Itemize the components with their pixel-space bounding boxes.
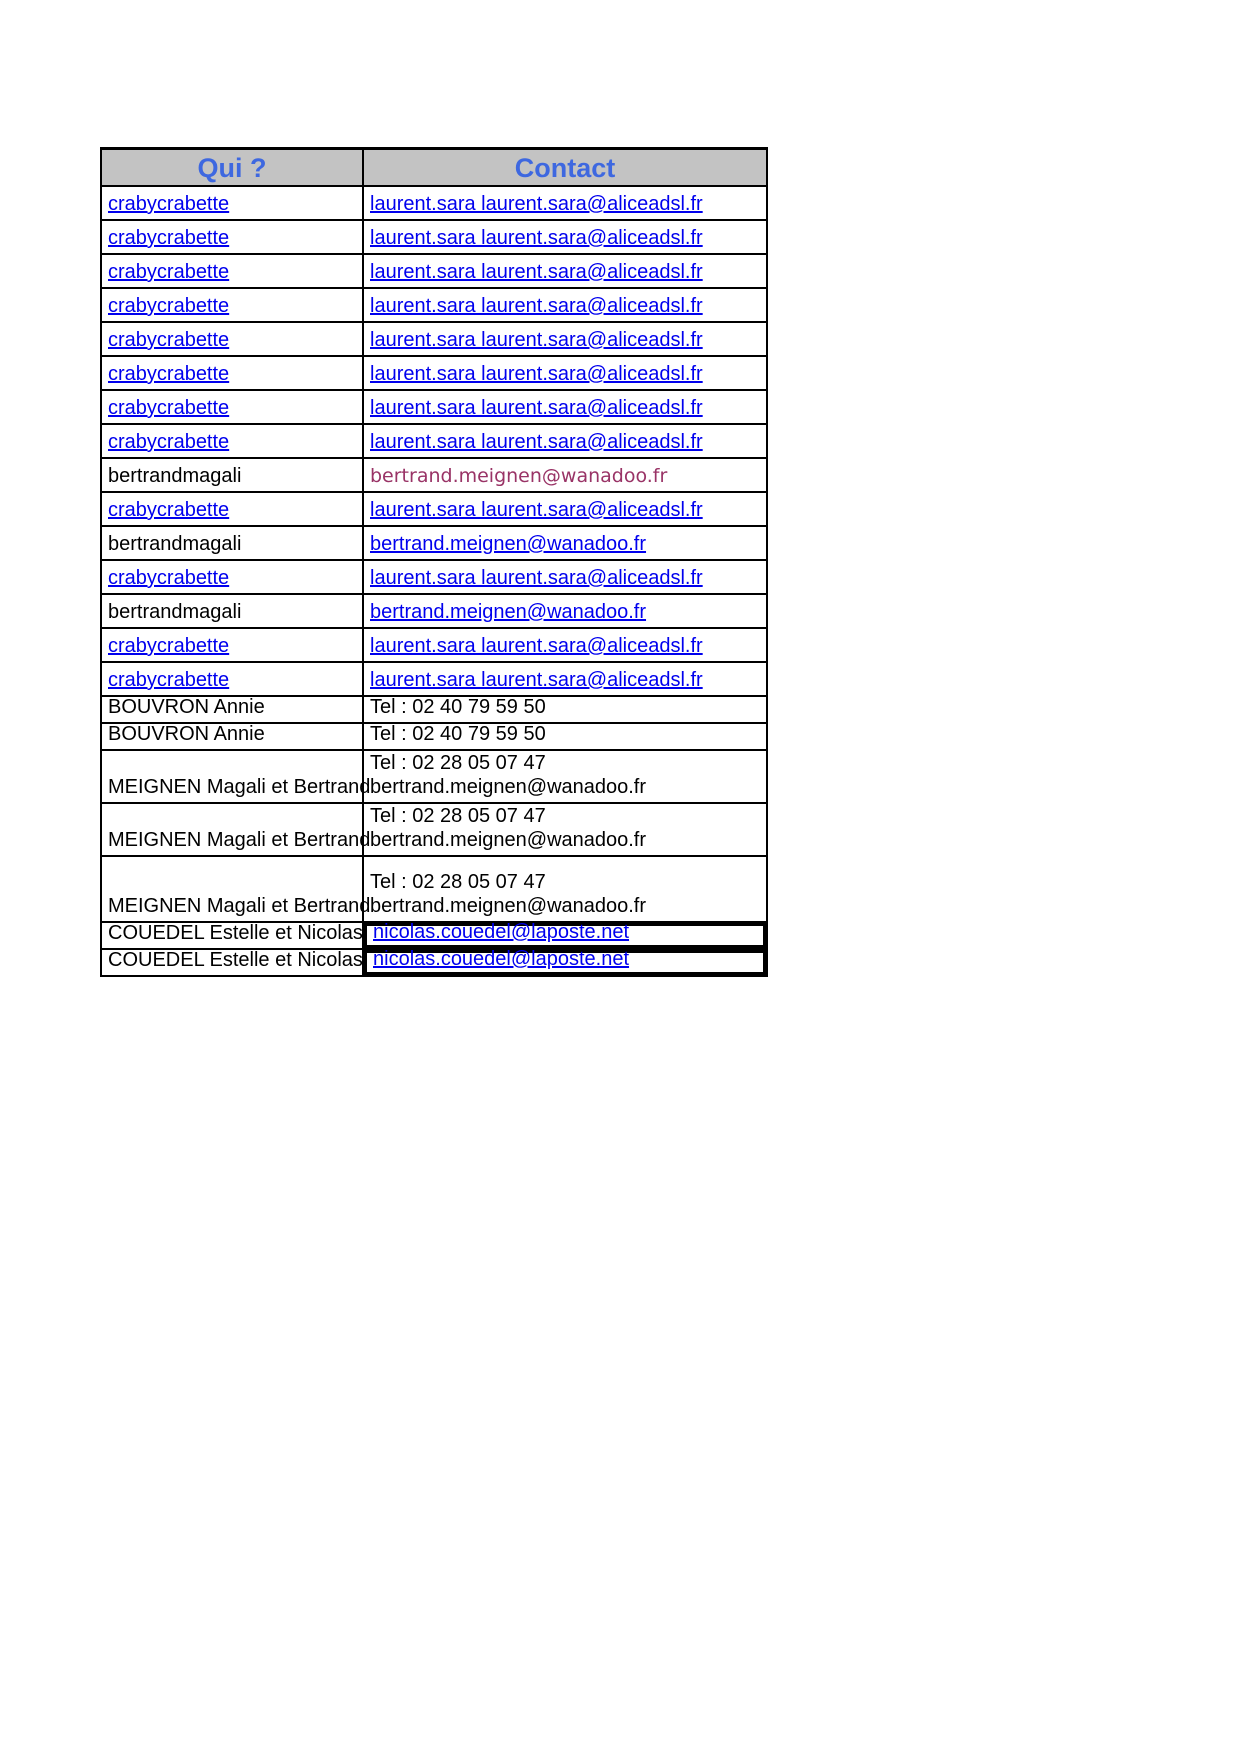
who-cell [102, 459, 364, 491]
contact-cell [364, 255, 766, 287]
table-row [102, 948, 766, 975]
who-link[interactable]: crabycrabette [108, 397, 230, 419]
who-cell [102, 595, 364, 627]
table-row [102, 855, 766, 921]
who-cell [102, 221, 364, 253]
contact-cell [364, 561, 766, 593]
contact-cell [364, 724, 766, 749]
contact-link[interactable]: bertrand.meignen@wanadoo.fr [370, 533, 647, 555]
table-row [102, 457, 766, 491]
who-text: BOUVRON Annie [108, 696, 265, 718]
contact-text: bertrand.meignen@wanadoo.fr [370, 829, 647, 851]
contact-link[interactable]: laurent.sara laurent.sara@aliceadsl.fr [370, 363, 703, 385]
contact-link[interactable]: laurent.sara laurent.sara@aliceadsl.fr [370, 329, 703, 351]
table-header-row [102, 150, 766, 185]
who-cell [102, 629, 364, 661]
table-row [102, 219, 766, 253]
contact-text: bertrand.meignen@wanadoo.fr [370, 776, 647, 798]
contact-text: Tel : 02 40 79 59 50 [370, 723, 546, 745]
contact-cell [364, 391, 766, 423]
table-row [102, 802, 766, 855]
contact-text: Tel : 02 28 05 07 47 [370, 805, 546, 827]
contact-link[interactable]: laurent.sara laurent.sara@aliceadsl.fr [370, 295, 703, 317]
who-cell [102, 697, 364, 722]
contact-link[interactable]: nicolas.couedel@laposte.net [373, 921, 630, 943]
who-link[interactable]: crabycrabette [108, 635, 230, 657]
contact-cell [364, 950, 766, 975]
contact-cell [364, 493, 766, 525]
contact-cell [364, 459, 766, 491]
who-cell [102, 323, 364, 355]
contact-cell [364, 527, 766, 559]
contact-cell [364, 221, 766, 253]
who-link[interactable]: crabycrabette [108, 261, 230, 283]
contact-cell [364, 629, 766, 661]
contact-table [100, 147, 768, 977]
table-body [102, 185, 766, 975]
who-text: bertrandmagali [108, 533, 242, 555]
table-row [102, 185, 766, 219]
who-link[interactable]: crabycrabette [108, 431, 230, 453]
who-text: MEIGNEN Magali et Bertrand [108, 829, 371, 851]
contact-cell [364, 187, 766, 219]
who-link[interactable]: crabycrabette [108, 567, 230, 589]
contact-cell [364, 289, 766, 321]
contact-link[interactable]: laurent.sara laurent.sara@aliceadsl.fr [370, 261, 703, 283]
table-row [102, 491, 766, 525]
contact-link[interactable]: laurent.sara laurent.sara@aliceadsl.fr [370, 397, 703, 419]
who-cell [102, 857, 371, 921]
table-row [102, 559, 766, 593]
contact-cell [364, 923, 766, 948]
who-link[interactable]: crabycrabette [108, 329, 230, 351]
who-cell [102, 357, 364, 389]
contact-link[interactable]: laurent.sara laurent.sara@aliceadsl.fr [370, 635, 703, 657]
column-header-contact-label: Contact [514, 152, 616, 183]
contact-cell [364, 357, 766, 389]
who-cell [102, 391, 364, 423]
contact-link[interactable]: laurent.sara laurent.sara@aliceadsl.fr [370, 669, 703, 691]
contact-cell [364, 425, 766, 457]
who-cell [102, 187, 364, 219]
who-link[interactable]: crabycrabette [108, 363, 230, 385]
table-row [102, 423, 766, 457]
who-text: bertrandmagali [108, 465, 242, 487]
table-row [102, 749, 766, 802]
contact-link[interactable]: laurent.sara laurent.sara@aliceadsl.fr [370, 193, 703, 215]
table-row [102, 321, 766, 355]
who-link[interactable]: crabycrabette [108, 227, 230, 249]
contact-cell [364, 663, 766, 695]
table-row [102, 627, 766, 661]
contact-cell [364, 751, 766, 802]
who-cell [102, 923, 364, 948]
who-cell [102, 561, 364, 593]
who-text: BOUVRON Annie [108, 723, 265, 745]
contact-link[interactable]: laurent.sara laurent.sara@aliceadsl.fr [370, 227, 703, 249]
who-link[interactable]: crabycrabette [108, 499, 230, 521]
column-header-contact [364, 150, 766, 185]
who-cell [102, 493, 364, 525]
contact-cell [364, 804, 766, 855]
table-row [102, 287, 766, 321]
who-cell [102, 804, 371, 855]
who-text: COUEDEL Estelle et Nicolas [108, 949, 363, 971]
table-row [102, 661, 766, 695]
who-link[interactable]: crabycrabette [108, 669, 230, 691]
contact-link[interactable]: laurent.sara laurent.sara@aliceadsl.fr [370, 499, 703, 521]
who-cell [102, 663, 364, 695]
contact-link[interactable]: laurent.sara laurent.sara@aliceadsl.fr [370, 567, 703, 589]
who-text: bertrandmagali [108, 601, 242, 623]
who-text: COUEDEL Estelle et Nicolas [108, 922, 363, 944]
table-row [102, 355, 766, 389]
table-row [102, 695, 766, 722]
contact-link[interactable]: bertrand.meignen@wanadoo.fr [370, 601, 647, 623]
who-cell [102, 950, 364, 975]
table-row [102, 253, 766, 287]
column-header-qui-label: Qui ? [197, 152, 267, 183]
who-cell [102, 724, 364, 749]
who-link[interactable]: crabycrabette [108, 295, 230, 317]
who-text: MEIGNEN Magali et Bertrand [108, 895, 371, 917]
contact-text: Tel : 02 40 79 59 50 [370, 696, 546, 718]
who-cell [102, 751, 371, 802]
table-row [102, 593, 766, 627]
contact-text: bertrand.meignen@wanadoo.fr [370, 895, 647, 917]
table-row [102, 722, 766, 749]
table-row [102, 921, 766, 948]
contact-text: Tel : 02 28 05 07 47 [370, 752, 546, 774]
who-text: MEIGNEN Magali et Bertrand [108, 776, 371, 798]
contact-link[interactable]: laurent.sara laurent.sara@aliceadsl.fr [370, 431, 703, 453]
contact-link[interactable]: nicolas.couedel@laposte.net [373, 948, 630, 970]
table-row [102, 525, 766, 559]
contact-text: bertrand.meignen@wanadoo.fr [370, 465, 668, 487]
contact-cell [364, 595, 766, 627]
contact-cell [364, 697, 766, 722]
who-cell [102, 255, 364, 287]
who-cell [102, 289, 364, 321]
column-header-qui [102, 150, 364, 185]
who-cell [102, 425, 364, 457]
contact-cell [364, 857, 766, 921]
who-link[interactable]: crabycrabette [108, 193, 230, 215]
contact-cell [364, 323, 766, 355]
table-row [102, 389, 766, 423]
who-cell [102, 527, 364, 559]
contact-text: Tel : 02 28 05 07 47 [370, 871, 546, 893]
